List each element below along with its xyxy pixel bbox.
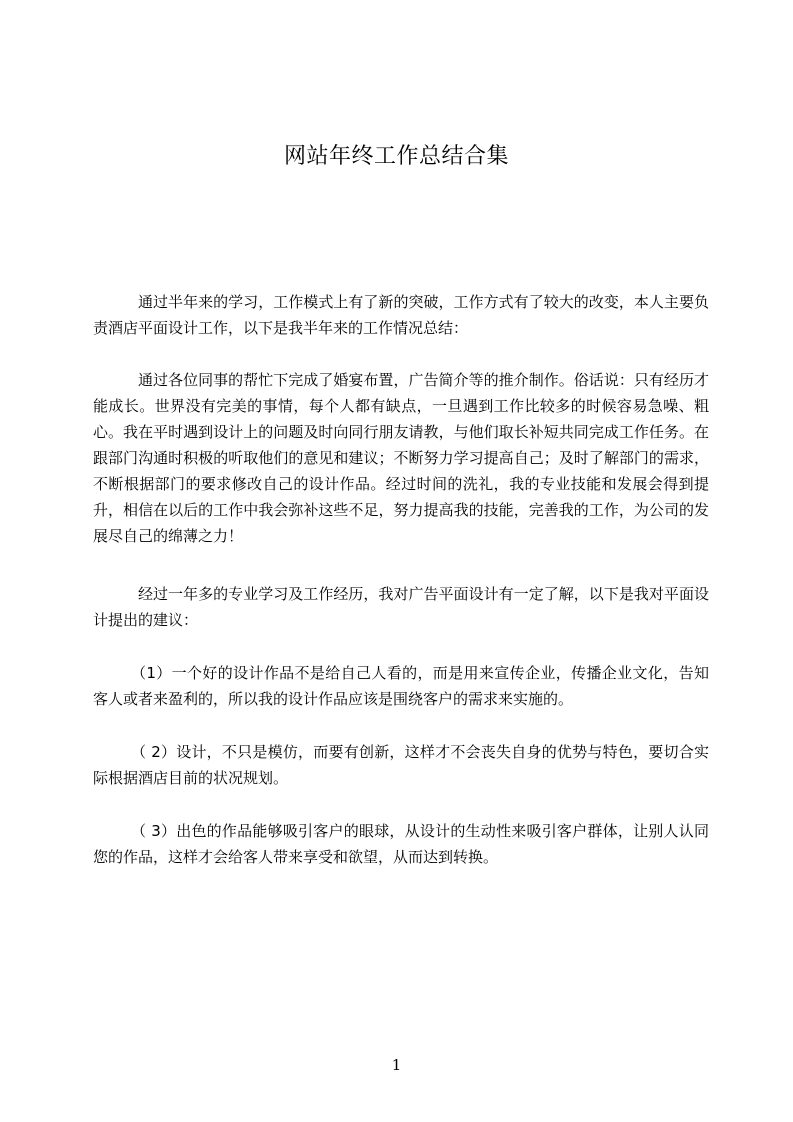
paragraph-suggestion-3: （ 3）出色的作品能够吸引客户的眼球，从设计的生动性来吸引客户群体，让别人认同您的作品，这样才会给客人带来享受和欲望，从而达到转换。 <box>93 822 709 866</box>
paragraph-intro: 通过半年来的学习，工作模式上有了新的突破，工作方式有了较大的改变，本人主要负责酒店平面设计工作，以下是我半年来的工作情况总结： <box>93 293 709 337</box>
paragraph-suggestions-intro: 经过一年多的专业学习及工作经历，我对广告平面设计有一定了解，以下是我对平面设计提出的建议： <box>93 585 709 629</box>
paragraph-suggestion-2: （ 2）设计，不只是模仿，而要有创新，这样才不会丧失自身的优势与特色，要切合实际根据酒店目前的状况规划。 <box>93 743 709 787</box>
document-title: 网站年终工作总结合集 <box>283 144 509 169</box>
paragraph-experience: 通过各位同事的帮忙下完成了婚宴布置，广告简介等的推介制作。俗话说：只有经历才能成长。世界没有完美的事情，每个人都有缺点，一旦遇到工作比较多的时候容易急噪、粗心。我在平时遇到设计上的问题及时向同行朋友请教，与他们取长补短共同完成工作任务。在跟部门沟通时积极的听取他们的意见和建议；不断努力学习提高自己；及时了解部门的需求，不断根据部门的要求修改自己的设计作品。经过时间的洗礼，我的专业技能和发展会得到提升，相信在以后的工作中我会弥补这些不足，努力提高我的技能，完善我的工作，为公司的发展尽自己的绵薄之力！ <box>93 371 709 545</box>
page-number: 1 <box>391 1056 402 1074</box>
paragraph-suggestion-1: （1）一个好的设计作品不是给自己人看的，而是用来宣传企业，传播企业文化，告知客人或者来盈利的，所以我的设计作品应该是围绕客户的需求来实施的。 <box>93 664 709 708</box>
